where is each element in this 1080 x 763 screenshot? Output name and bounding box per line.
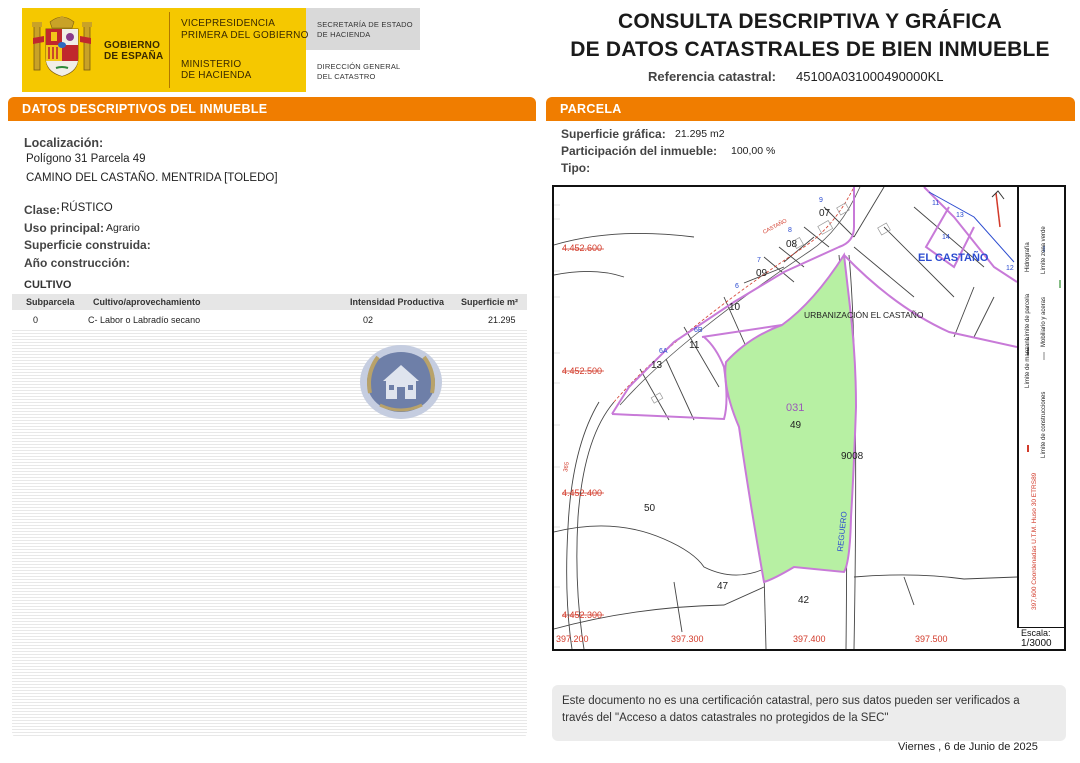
direccion-block [306,50,420,92]
localizacion-line2: CAMINO DEL CASTAÑO. MENTRIDA [TOLEDO] [26,172,278,184]
parcel-number: 9008 [841,451,864,462]
edge-number: 8 [788,227,792,234]
edge-number: 14 [942,234,950,241]
gov-name-line2: DE ESPAÑA [104,51,164,62]
edge-number: 7 [757,257,761,264]
catastro-seal-icon [358,343,444,421]
direccion-line2: DEL CATASTRO [317,72,376,81]
col-subparcela: Subparcela [26,297,75,307]
section-title-descriptivos: DATOS DESCRIPTIVOS DEL INMUEBLE [8,97,536,121]
road-label: EL CASTAÑO [918,252,989,264]
vice-line1: VICEPRESIDENCIA [181,18,276,29]
participacion-label: Participación del inmueble: [561,144,718,158]
coat-of-arms-icon [30,14,94,84]
col-superficie: Superficie m² [461,297,519,307]
edge-number: 9 [819,197,823,204]
ref-label: Referencia catastral: [648,69,776,84]
stream-label: REGUERO [835,510,849,553]
col-intensidad: Intensidad Productiva [350,297,445,307]
scale-value: 1/3000 [1021,638,1052,649]
secretaria-block [306,8,420,50]
ministry-line1: MINISTERIO [181,59,242,70]
edge-number: 13 [956,212,964,219]
direccion-line1: DIRECCIÓN GENERAL [317,62,401,71]
cell-cultivo: C- Labor o Labradío secano [88,315,201,325]
parcel-number: 13 [651,360,663,371]
map-y-tick: 4.452.600 [562,243,603,253]
area-label: URBANIZACIÓN EL CASTAÑO [804,310,924,320]
parcel-number: 10 [729,302,741,313]
secretaria-line2: DE HACIENDA [317,30,371,39]
table-row [12,312,527,328]
clase-value: RÚSTICO [61,202,113,214]
cell-intensidad: 02 [363,315,374,325]
scale-label: Escala: [1021,628,1051,638]
parcel-number: 47 [717,581,729,592]
document-date: Viernes , 6 de Junio de 2025 [898,741,1038,753]
parcel-number: 09 [756,268,768,279]
section-title-parcela: PARCELA [546,97,1075,121]
scale-box [1017,627,1066,651]
map-x-tick: 397.200 [556,634,589,644]
parcel-number: 49 [790,420,802,431]
cell-superficie: 21.295 [488,315,516,325]
edge-number: 6B [694,327,703,334]
edge-number: 6A [659,348,668,355]
parcel-number: 42 [798,595,810,606]
localizacion-label: Localización: [24,136,104,150]
superficie-construida-label: Superficie construida: [24,238,151,252]
clase-label: Clase: [24,203,61,217]
uso-label: Uso principal: [24,221,105,235]
disclaimer-note [552,685,1066,741]
map-y-tick: 4.452.400 [562,488,603,498]
col-cultivo: Cultivo/aprovechamiento [93,297,201,307]
document-title [560,8,1060,64]
edge-number: 365 [563,461,571,473]
ministry-line2: DE HACIENDA [181,70,252,81]
legend-divider [1017,187,1019,627]
note-line1: Este documento no es una certificación catastral, pero sus datos pueden ser verificados a [562,695,1020,707]
cultivo-title: CULTIVO [24,279,72,291]
map-x-tick: 397.500 [915,634,948,644]
cultivo-table-body [12,310,527,738]
map-y-tick: 4.452.500 [562,366,603,376]
parcel-number: 031 [786,402,805,414]
map-x-tick: 397.300 [671,634,704,644]
vice-line2: PRIMERA DEL GOBIERNO [181,30,309,41]
road-label: CASTAÑO [762,218,789,236]
participacion-value: 100,00 % [731,145,776,157]
parcel-number: 07 [819,208,831,219]
logo-divider [169,12,170,88]
gov-name-line1: GOBIERNO [104,40,161,51]
map-x-tick: 397.400 [793,634,826,644]
note-line2: través del "Acceso a datos catastrales no protegidos de la SEC" [562,712,889,724]
cultivo-table-header [12,294,527,310]
uso-value: Agrario [106,222,140,234]
edge-number: 12 [1006,265,1014,272]
parcel-number: 50 [644,503,656,514]
map-y-tick: 4.452.300 [562,610,603,620]
edge-number: 11 [932,200,940,207]
anio-construccion-label: Año construcción: [24,256,131,270]
cell-subparcela: 0 [33,315,39,325]
edge-number: 6 [735,283,739,290]
ref-value: 45100A031000490000KL [796,69,944,84]
parcel-number: 08 [786,239,798,250]
title-line1: CONSULTA DESCRIPTIVA Y GRÁFICA [617,10,1003,33]
sup-grafica-label: Superficie gráfica: [561,127,666,141]
parcel-number: 11 [689,340,700,351]
secretaria-line1: SECRETARÍA DE ESTADO [317,20,413,29]
title-line2: DE DATOS CATASTRALES DE BIEN INMUEBLE [570,38,1050,61]
localizacion-line1: Polígono 31 Parcela 49 [26,153,146,165]
sup-grafica-value: 21.295 m2 [675,128,725,140]
tipo-label: Tipo: [561,161,591,175]
